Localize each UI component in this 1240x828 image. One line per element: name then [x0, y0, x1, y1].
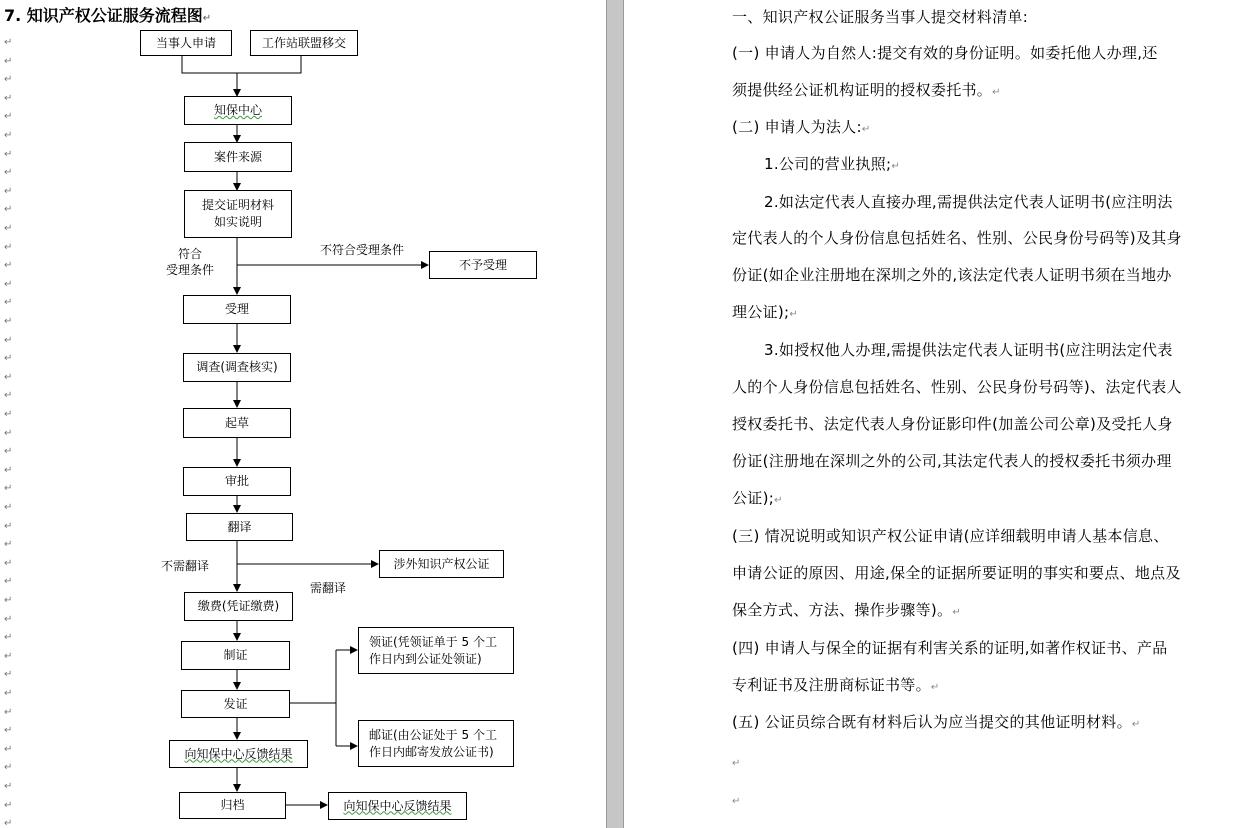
node-ip-center-text: 知保中心: [213, 103, 262, 117]
materials-line-text: (三) 情况说明或知识产权公证申请(应详细载明申请人基本信息、: [732, 527, 1169, 545]
materials-line-text: (五) 公证员综合既有材料后认为应当提交的其他证明材料。: [732, 713, 1132, 731]
materials-line-text: 理公证);: [732, 303, 790, 321]
node-mail: 邮证(由公证处于 5 个工 作日内邮寄发放公证书): [358, 720, 514, 767]
paragraph-mark-icon: ↵: [930, 682, 940, 693]
node-feedback2: [328, 792, 467, 820]
materials-line: [732, 8, 1028, 26]
materials-line: [732, 452, 1172, 470]
paragraph-mark-icon: ↵: [4, 167, 13, 178]
materials-line-text: 份证(如企业注册地在深圳之外的,该法定代表人证明书须在当地办: [732, 266, 1172, 284]
paragraph-mark-icon: ↵: [992, 87, 1001, 98]
flowchart-connectors: [0, 0, 606, 828]
node-ip-center: [184, 96, 292, 125]
materials-line-text: 一、知识产权公证服务当事人提交材料清单:: [732, 8, 1029, 26]
materials-line-text: 份证(注册地在深圳之外的公司,其法定代表人的授权委托书须办理: [732, 452, 1172, 470]
paragraph-mark-icon: ↵: [4, 614, 13, 625]
materials-line-text: 2.如法定代表人直接办理,需提供法定代表人证明书(应注明法: [764, 193, 1173, 211]
node-feedback2-text: 向知保中心反馈结果: [343, 798, 452, 813]
paragraph-mark-icon: ↵: [4, 446, 13, 457]
node-draft: 起草: [183, 408, 291, 438]
paragraph-mark-icon: ↵: [4, 111, 13, 122]
empty-paragraph-mark-icon: ↵: [732, 796, 741, 807]
paragraph-mark-icon: ↵: [4, 465, 13, 476]
paragraph-mark-icon: ↵: [4, 428, 13, 439]
materials-line-text: 申请公证的原因、用途,保全的证据所要证明的事实和要点、地点及: [732, 564, 1181, 582]
page-gutter: [606, 0, 624, 828]
paragraph-mark-icon: ↵: [4, 725, 13, 736]
paragraph-mark-icon: ↵: [4, 204, 13, 215]
paragraph-mark-icon: ↵: [4, 186, 13, 197]
paragraph-mark-icon: ↵: [4, 762, 13, 773]
paragraph-mark-icon: ↵: [4, 688, 13, 699]
paragraph-mark-icon: ↵: [774, 495, 783, 506]
materials-line: [732, 601, 961, 622]
paragraph-mark-icon: ↵: [4, 279, 13, 290]
right-page: [624, 0, 1240, 828]
materials-line: [732, 564, 1181, 582]
materials-line: [732, 44, 1158, 62]
materials-line: [732, 489, 783, 510]
paragraph-mark-icon: ↵: [4, 223, 13, 234]
materials-line-text: 须提供经公证机构证明的授权委托书。: [732, 81, 993, 99]
paragraph-mark-icon: ↵: [4, 56, 13, 67]
paragraph-mark-icon: ↵: [4, 372, 13, 383]
node-case-source: 案件来源: [184, 142, 292, 172]
node-reject: 不予受理: [429, 251, 537, 279]
node-collect: 领证(凭领证单于 5 个工 作日内到公证处领证): [358, 627, 514, 674]
paragraph-mark-icon: ↵: [4, 744, 13, 755]
paragraph-mark-icon: ↵: [4, 539, 13, 550]
materials-line-text: 保全方式、方法、操作步骤等)。: [732, 601, 953, 619]
node-applicant-apply: 当事人申请: [140, 30, 232, 56]
paragraph-mark-icon: ↵: [4, 800, 13, 811]
materials-line: [732, 266, 1172, 284]
paragraph-mark-icon: ↵: [952, 607, 962, 618]
paragraph-mark-icon: ↵: [4, 390, 13, 401]
node-archive: 归档: [179, 792, 286, 819]
materials-line-text: 授权委托书、法定代表人身份证影印件(加盖公司公章)及受托人身: [732, 415, 1173, 433]
paragraph-mark-icon: ↵: [4, 409, 13, 420]
left-page: [0, 0, 606, 828]
node-approve: 审批: [183, 467, 291, 496]
flowchart-title-text: 7. 知识产权公证服务流程图: [4, 6, 203, 25]
materials-line-text: (二) 申请人为法人:: [732, 118, 862, 136]
materials-line: [732, 639, 1168, 657]
materials-line: [732, 81, 1001, 102]
node-accept: 受理: [183, 295, 291, 324]
node-feedback-text: 向知保中心反馈结果: [184, 746, 293, 761]
label-need-translation: 需翻译: [310, 581, 347, 595]
materials-line: [764, 155, 900, 176]
paragraph-mark-icon: ↵: [4, 818, 13, 828]
paragraph-mark-icon: ↵: [4, 558, 13, 569]
paragraph-mark-icon: ↵: [4, 669, 13, 680]
paragraph-mark-icon: ↵: [4, 335, 13, 346]
paragraph-mark-icon: ↵: [4, 781, 13, 792]
materials-line: [732, 415, 1173, 433]
paragraph-mark-icon: ↵: [1131, 719, 1141, 730]
node-investigate: 调查(调查核实): [183, 353, 291, 382]
materials-line-text: (四) 申请人与保全的证据有利害关系的证明,如著作权证书、产品: [732, 639, 1168, 657]
node-submit-materials: 提交证明材料 如实说明: [184, 190, 292, 238]
label-ineligible: 不符合受理条件: [320, 243, 405, 257]
materials-line-text: 人的个人身份信息包括姓名、性别、公民身份号码等)、法定代表人: [732, 378, 1182, 396]
materials-line-text: 1.公司的营业执照;: [764, 155, 892, 173]
paragraph-mark-icon: ↵: [789, 309, 799, 320]
materials-line: [732, 118, 871, 139]
materials-line-text: 公证);: [732, 489, 775, 507]
materials-line: [732, 378, 1182, 396]
paragraph-mark-icon: ↵: [4, 502, 13, 513]
connector-applicant: [182, 56, 237, 73]
node-translate: 翻译: [186, 513, 293, 541]
empty-paragraph-mark-icon: ↵: [732, 758, 741, 769]
materials-line: [732, 676, 940, 697]
paragraph-mark-icon: ↵: [4, 93, 13, 104]
paragraph-mark-icon: ↵: [4, 707, 13, 718]
paragraph-mark-icon: ↵: [4, 521, 13, 532]
paragraph-mark-icon: ↵: [4, 595, 13, 606]
node-fee: 缴费(凭证缴费): [184, 592, 293, 621]
materials-line: [732, 229, 1182, 247]
node-produce: 制证: [181, 641, 290, 670]
node-foreign-ip: 涉外知识产权公证: [379, 550, 504, 578]
materials-line: [732, 527, 1169, 545]
paragraph-mark-icon: ↵: [4, 130, 13, 141]
node-feedback: [169, 740, 308, 768]
paragraph-mark-icon: ↵: [4, 576, 13, 587]
materials-line: [764, 341, 1173, 359]
materials-line-text: 专利证书及注册商标证书等。: [732, 676, 931, 694]
paragraph-mark-icon: ↵: [4, 353, 13, 364]
label-no-translation: 不需翻译: [161, 559, 210, 573]
materials-line: [764, 193, 1173, 211]
node-station-transfer: 工作站联盟移交: [250, 30, 358, 56]
paragraph-mark-icon: ↵: [4, 242, 13, 253]
materials-line-text: 3.如授权他人办理,需提供法定代表人证明书(应注明法定代表: [764, 341, 1173, 359]
paragraph-mark-icon: ↵: [4, 316, 13, 327]
paragraph-mark-icon: ↵: [4, 297, 13, 308]
paragraph-mark-icon: ↵: [891, 161, 901, 172]
paragraph-mark-icon: ↵: [202, 13, 212, 24]
materials-line-text: 定代表人的个人身份信息包括姓名、性别、公民身份号码等)及其身: [732, 229, 1182, 247]
materials-line: [732, 713, 1141, 734]
paragraph-mark-icon: ↵: [4, 651, 13, 662]
materials-line: [732, 303, 798, 324]
materials-line-text: (一) 申请人为自然人:提交有效的身份证明。如委托他人办理,还: [732, 44, 1158, 62]
paragraph-mark-icon: ↵: [4, 37, 13, 48]
paragraph-mark-icon: ↵: [4, 74, 13, 85]
node-issue: 发证: [181, 690, 290, 718]
paragraph-mark-icon: ↵: [4, 260, 13, 271]
connector-station: [237, 56, 301, 73]
paragraph-mark-icon: ↵: [861, 124, 871, 135]
label-eligible: 符合 受理条件: [166, 247, 215, 277]
paragraph-mark-icon: ↵: [4, 483, 13, 494]
paragraph-mark-icon: ↵: [4, 632, 13, 643]
paragraph-mark-icon: ↵: [4, 149, 13, 160]
